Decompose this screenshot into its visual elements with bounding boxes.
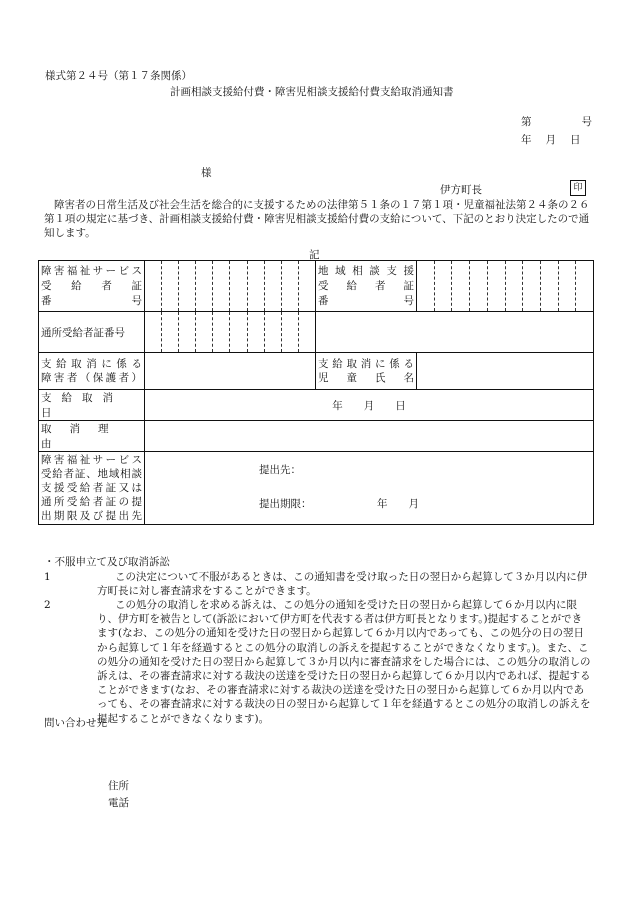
appeal-heading: ・不服申立て及び取消訴訟 — [44, 556, 170, 568]
appeal-item-number: 1 — [44, 571, 51, 583]
submit-to-label: 提出先： — [259, 464, 301, 476]
welfare-cert-label: 障害福祉サービス 受 給 者 証 番 号 — [39, 261, 145, 312]
child-value[interactable] — [417, 353, 594, 390]
reason-value[interactable] — [145, 421, 594, 452]
contact-phone-label: 電話 — [108, 797, 129, 809]
contact-heading: 問い合わせ先 — [44, 717, 107, 729]
person-label: 支給取消に係る 障害者（保護者） — [39, 353, 145, 390]
regional-cert-label: 地域相談支援 受 給 者 証 番 号 — [316, 261, 417, 312]
person-value[interactable] — [145, 353, 316, 390]
date-year: 年 — [521, 134, 532, 146]
reason-label: 取消理由 — [39, 421, 145, 452]
issue-date — [521, 133, 581, 147]
appeal-item-text: この決定について不服があるときは、この通知書を受け取った日の翌日から起算して３か月以内に伊方町長に対し審査請求をすることができます。 — [97, 571, 588, 598]
submit-label: 障害福祉サービス 受給者証、地域相談 支援受給者証又は 通所受給者証の提 出期限及び提出先 — [39, 452, 145, 525]
cancel-date-value[interactable]: 年 月 日 — [145, 390, 594, 421]
ki-marker: 記 — [309, 249, 320, 261]
appeal-item-number: 2 — [44, 599, 51, 611]
issuer-name: 伊方町長 — [440, 184, 482, 196]
table-row — [39, 452, 594, 525]
appeal-item-2 — [44, 598, 592, 726]
addressee-suffix: 様 — [201, 167, 212, 179]
table-row — [39, 390, 594, 421]
daycare-cert-label: 通所受給者証番号 — [39, 312, 145, 353]
document-title: 計画相談支援給付費・障害児相談支援給付費支給取消通知書 — [170, 86, 454, 98]
table-row — [39, 353, 594, 390]
body-text: 障害者の日常生活及び社会生活を総合的に支援するための法律第５１条の１７第１項・児童福祉法第２４条の２６第１項の規定に基づき、計画相談支援給付費・障害児相談支援給付費の支給について、下記のとおり決定したので通知します。 — [44, 199, 590, 239]
child-label: 支給取消に係る 児 童 氏 名 — [316, 353, 417, 390]
form-number: 様式第２４号（第１７条関係） — [45, 70, 192, 82]
table-row — [39, 312, 594, 353]
date-day: 日 — [570, 134, 581, 146]
details-table — [38, 260, 594, 525]
submit-deadline-label: 提出期限： — [259, 498, 312, 510]
regional-cert-number-cells[interactable] — [417, 261, 594, 312]
seal-mark: 印 — [570, 180, 586, 196]
body-paragraph — [44, 198, 592, 240]
number-suffix: 号 — [581, 116, 592, 128]
date-month: 月 — [545, 134, 556, 146]
cancel-date-label: 支給取消日 — [39, 390, 145, 421]
submit-deadline-value: 年 月 — [377, 498, 419, 510]
table-row — [39, 421, 594, 452]
table-row — [39, 261, 594, 312]
contact-address-label: 住所 — [108, 780, 129, 792]
submit-value[interactable] — [145, 452, 594, 525]
number-prefix: 第 — [521, 116, 532, 128]
appeal-item-text: この処分の取消しを求める訴えは、この処分の通知を受けた日の翌日から起算して６か月以内に限り、伊方町を被告として(訴訟において伊方町を代表する者は伊方町長となります。)提起することができます(なお、この処分の通知を受けた日の翌日から起算して６か月以内であっても、この処分の日の翌日から起算して１年を経過するとこの処分の取消しの訴えを提起することができなくなります。)。また、この処分の通知を受けた日の翌日から起算して３か月以内に審査請求をした場合には、この処分の取消しの訴えは、その審査請求に対する裁決の送達を受けた日の翌日から起算して６か月以内であれば、提起することができます(なお、その審査請求に対する裁決の送達を受けた日の翌日から起算して６か月以内であっても、その審査請求に対する裁決の日の翌日から起算して１年を経過するとこの処分の取消しの訴えを提起することができなくなります)。 — [97, 599, 591, 725]
appeal-item-1 — [44, 570, 592, 598]
daycare-cert-number-cells[interactable] — [145, 312, 316, 353]
welfare-cert-number-cells[interactable] — [145, 261, 316, 312]
empty-cell — [316, 312, 594, 353]
document-number — [521, 115, 592, 129]
